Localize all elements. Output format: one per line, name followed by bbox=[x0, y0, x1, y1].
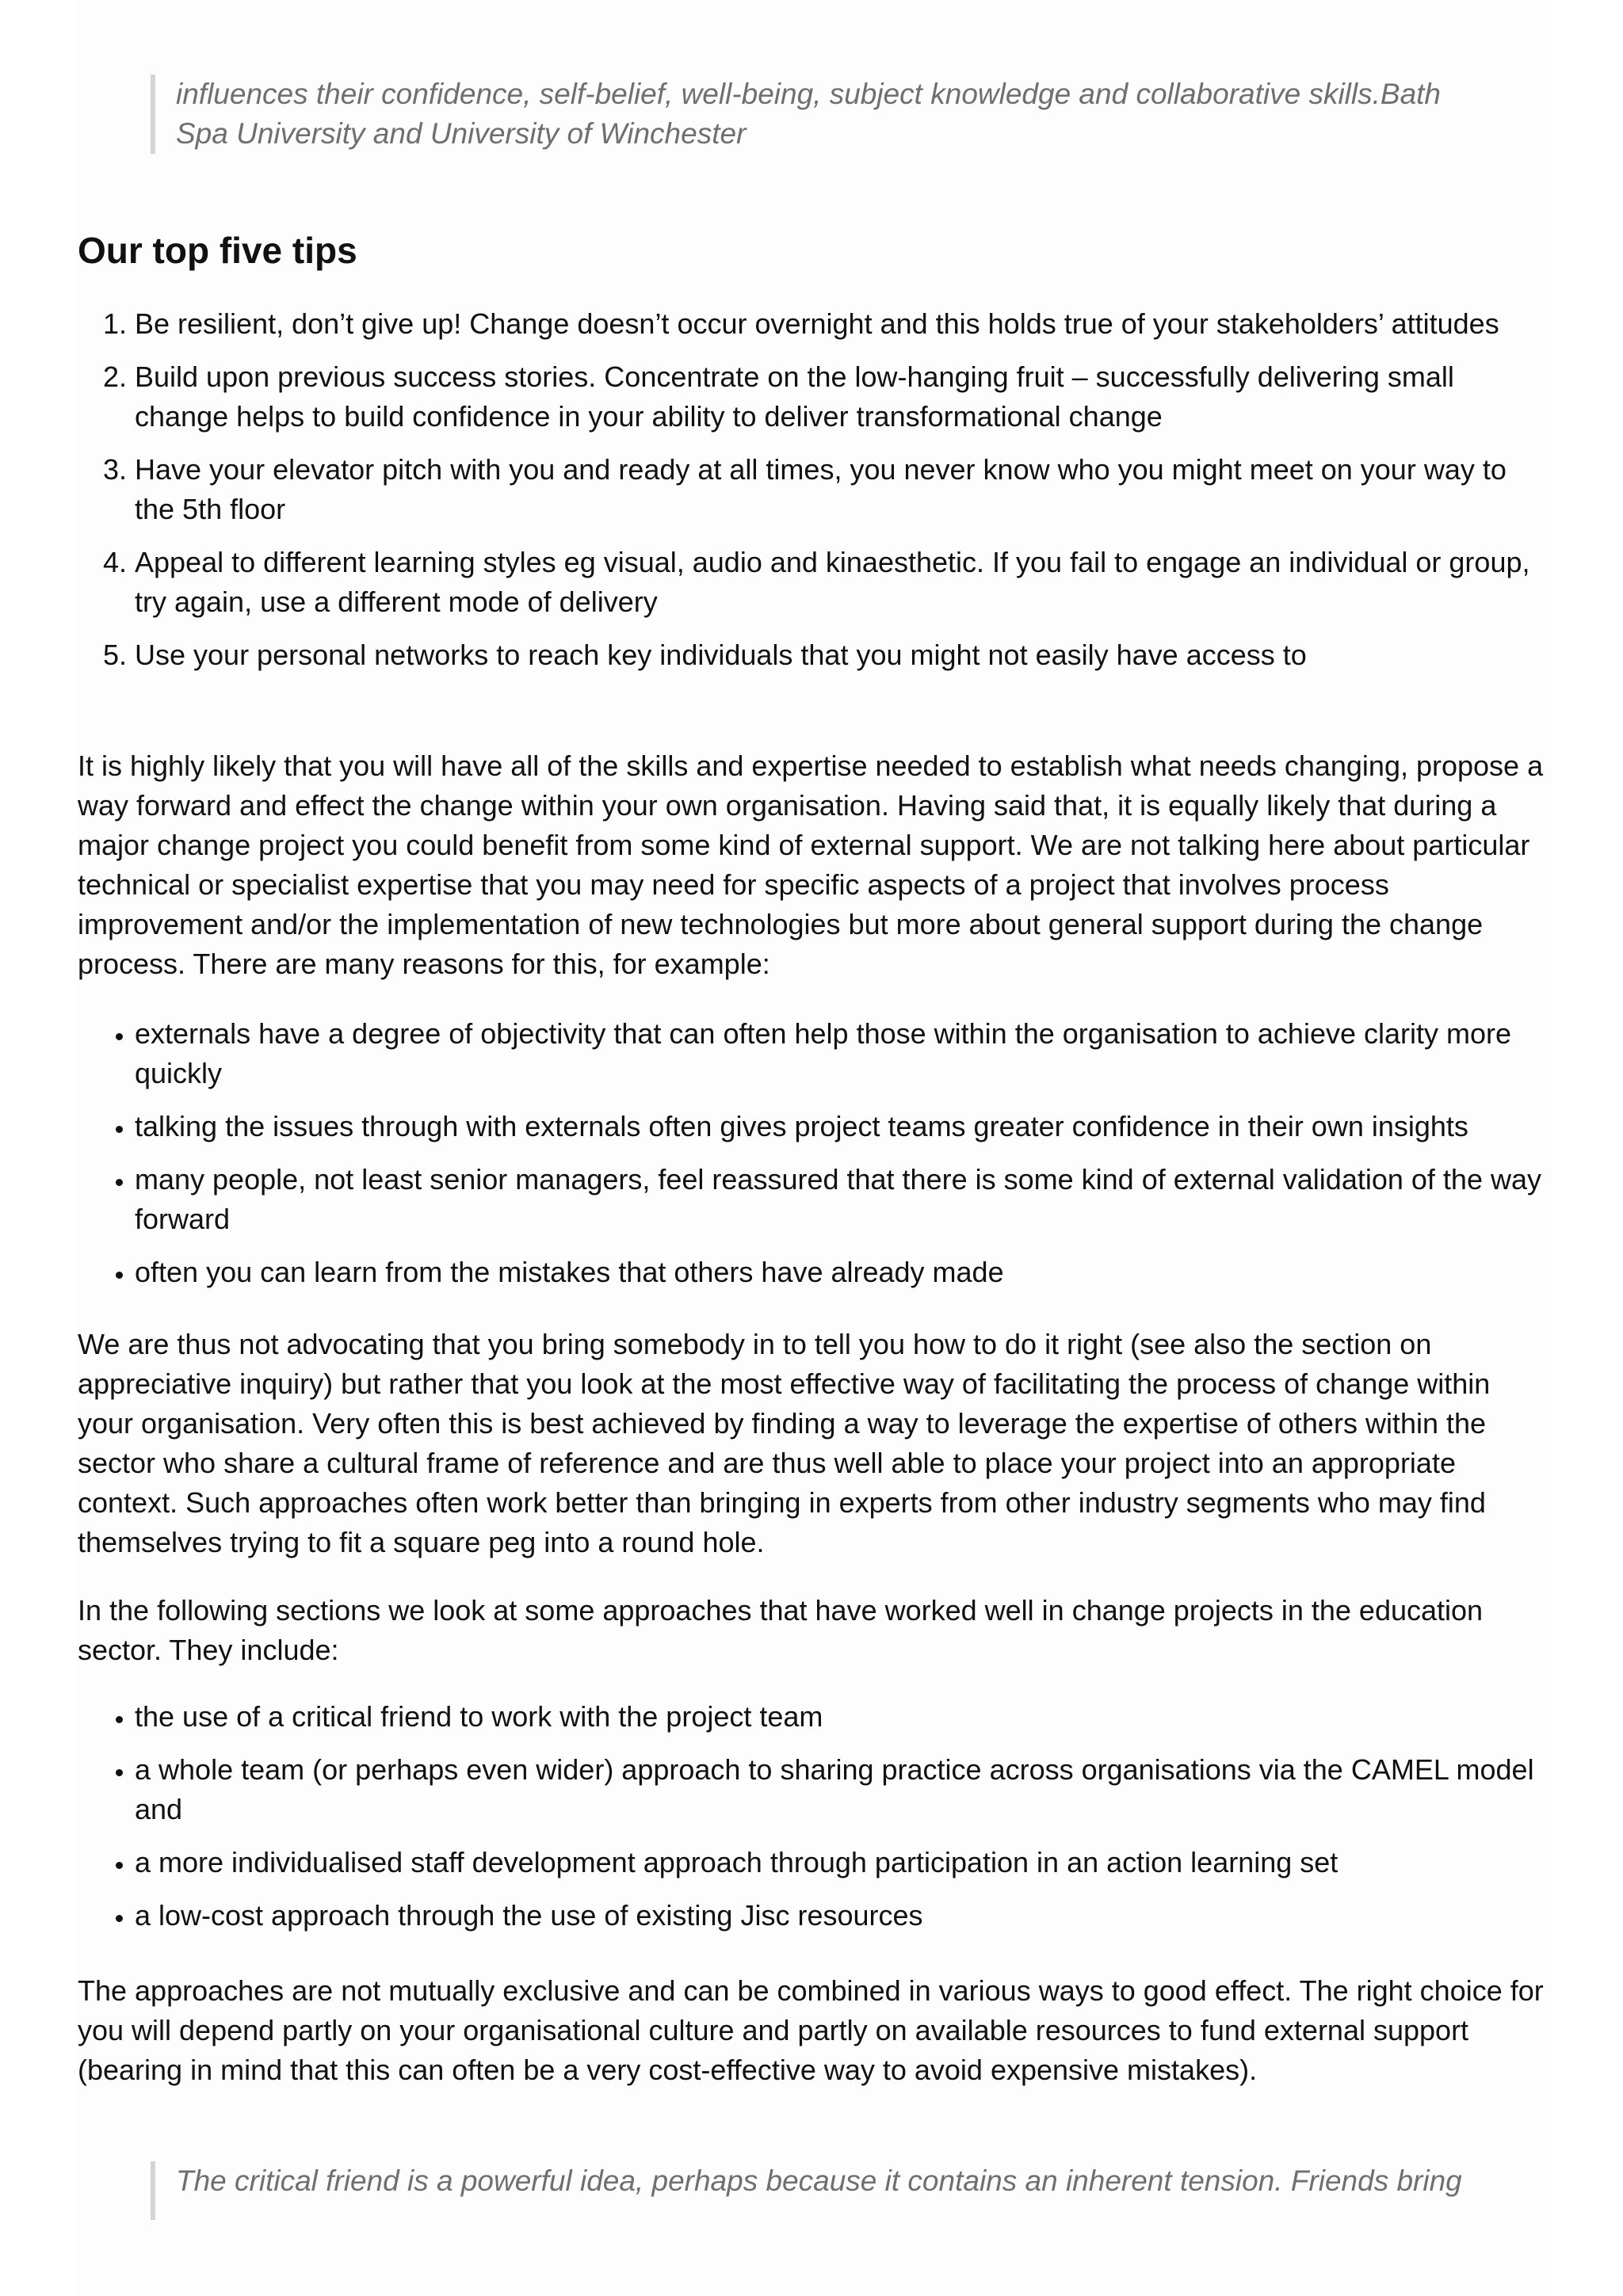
quote-top-line-2: Spa University and University of Winchester bbox=[176, 117, 747, 150]
reason-item: • talking the issues through with externals often gives project teams greater confidence in their own insights bbox=[135, 1107, 1553, 1146]
reason-item: • many people, not least senior managers, feel reassured that there is some kind of external validation of the way forward bbox=[135, 1160, 1553, 1239]
tip-item: 2. Build upon previous success stories. Concentrate on the low-hanging fruit – successfully delivering small change helps to build confidence in your ability to deliver transformational change bbox=[135, 357, 1553, 437]
approaches-list bbox=[78, 1697, 1553, 1949]
section-heading: Our top five tips bbox=[78, 230, 357, 271]
paragraph-advocacy: We are thus not advocating that you bring somebody in to tell you how to do it right (see also the section on appreciative inquiry) but rather that you look at the most effective way of facilitating the process of change within your organisation. Very often this is best achieved by finding a way to leverage the expertise of others within the sector who share a cultural frame of reference and are thus well able to place your project into an appropriate context. Such approaches often work better than bringing in experts from other industry segments who may find themselves trying to fit a square peg into a round hole. bbox=[78, 1328, 1491, 1558]
reasons-list bbox=[78, 1014, 1553, 1306]
approach-item: • a more individualised staff development approach through participation in an action learning set bbox=[135, 1843, 1553, 1882]
approach-item: • a whole team (or perhaps even wider) approach to sharing practice across organisations via the CAMEL model and bbox=[135, 1750, 1553, 1829]
tip-item: 5. Use your personal networks to reach key individuals that you might not easily have access to bbox=[135, 635, 1553, 675]
paragraph-approaches-combined: The approaches are not mutually exclusive and can be combined in various ways to good effect. The right choice for you will depend partly on your organisational culture and partly on available resources to fund external support (bearing in mind that this can often be a very cost-effective way to avoid expensive mistakes). bbox=[78, 1974, 1544, 2086]
approach-item: • a low-cost approach through the use of existing Jisc resources bbox=[135, 1896, 1553, 1936]
tip-item: 3. Have your elevator pitch with you and ready at all times, you never know who you might meet on your way to the 5th floor bbox=[135, 450, 1553, 529]
reason-item: • externals have a degree of objectivity that can often help those within the organisation to achieve clarity more quickly bbox=[135, 1014, 1553, 1093]
paragraph-external-support: It is highly likely that you will have all of the skills and expertise needed to establish what needs changing, propose a way forward and effect the change within your own organisation. Having said that, it is equally likely that during a major change project you could benefit from some kind of external support. We are not talking here about particular technical or specialist expertise that you may need for specific aspects of a project that involves process improvement and/or the implementation of new technologies but more about general support during the change process. There are many reasons for this, for example: bbox=[78, 749, 1544, 980]
blockquote-bottom bbox=[151, 2161, 1507, 2220]
tips-list bbox=[78, 304, 1553, 688]
blockquote-top bbox=[151, 74, 1507, 154]
paragraph-following-sections: In the following sections we look at some approaches that have worked well in change projects in the education sector. They include: bbox=[78, 1594, 1484, 1666]
tip-item: 1. Be resilient, don’t give up! Change doesn’t occur overnight and this holds true of your stakeholders’ attitudes bbox=[135, 304, 1553, 344]
quote-top-line-1: influences their confidence, self-belief, well-being, subject knowledge and collaborative skills.Bath bbox=[176, 78, 1442, 110]
reason-item: • often you can learn from the mistakes that others have already made bbox=[135, 1253, 1553, 1292]
quote-bottom-line-1: The critical friend is a powerful idea, perhaps because it contains an inherent tension. Friends bring bbox=[176, 2164, 1462, 2197]
approach-item: • the use of a critical friend to work with the project team bbox=[135, 1697, 1553, 1737]
tip-item: 4. Appeal to different learning styles eg visual, audio and kinaesthetic. If you fail to engage an individual or group, try again, use a different mode of delivery bbox=[135, 543, 1553, 622]
